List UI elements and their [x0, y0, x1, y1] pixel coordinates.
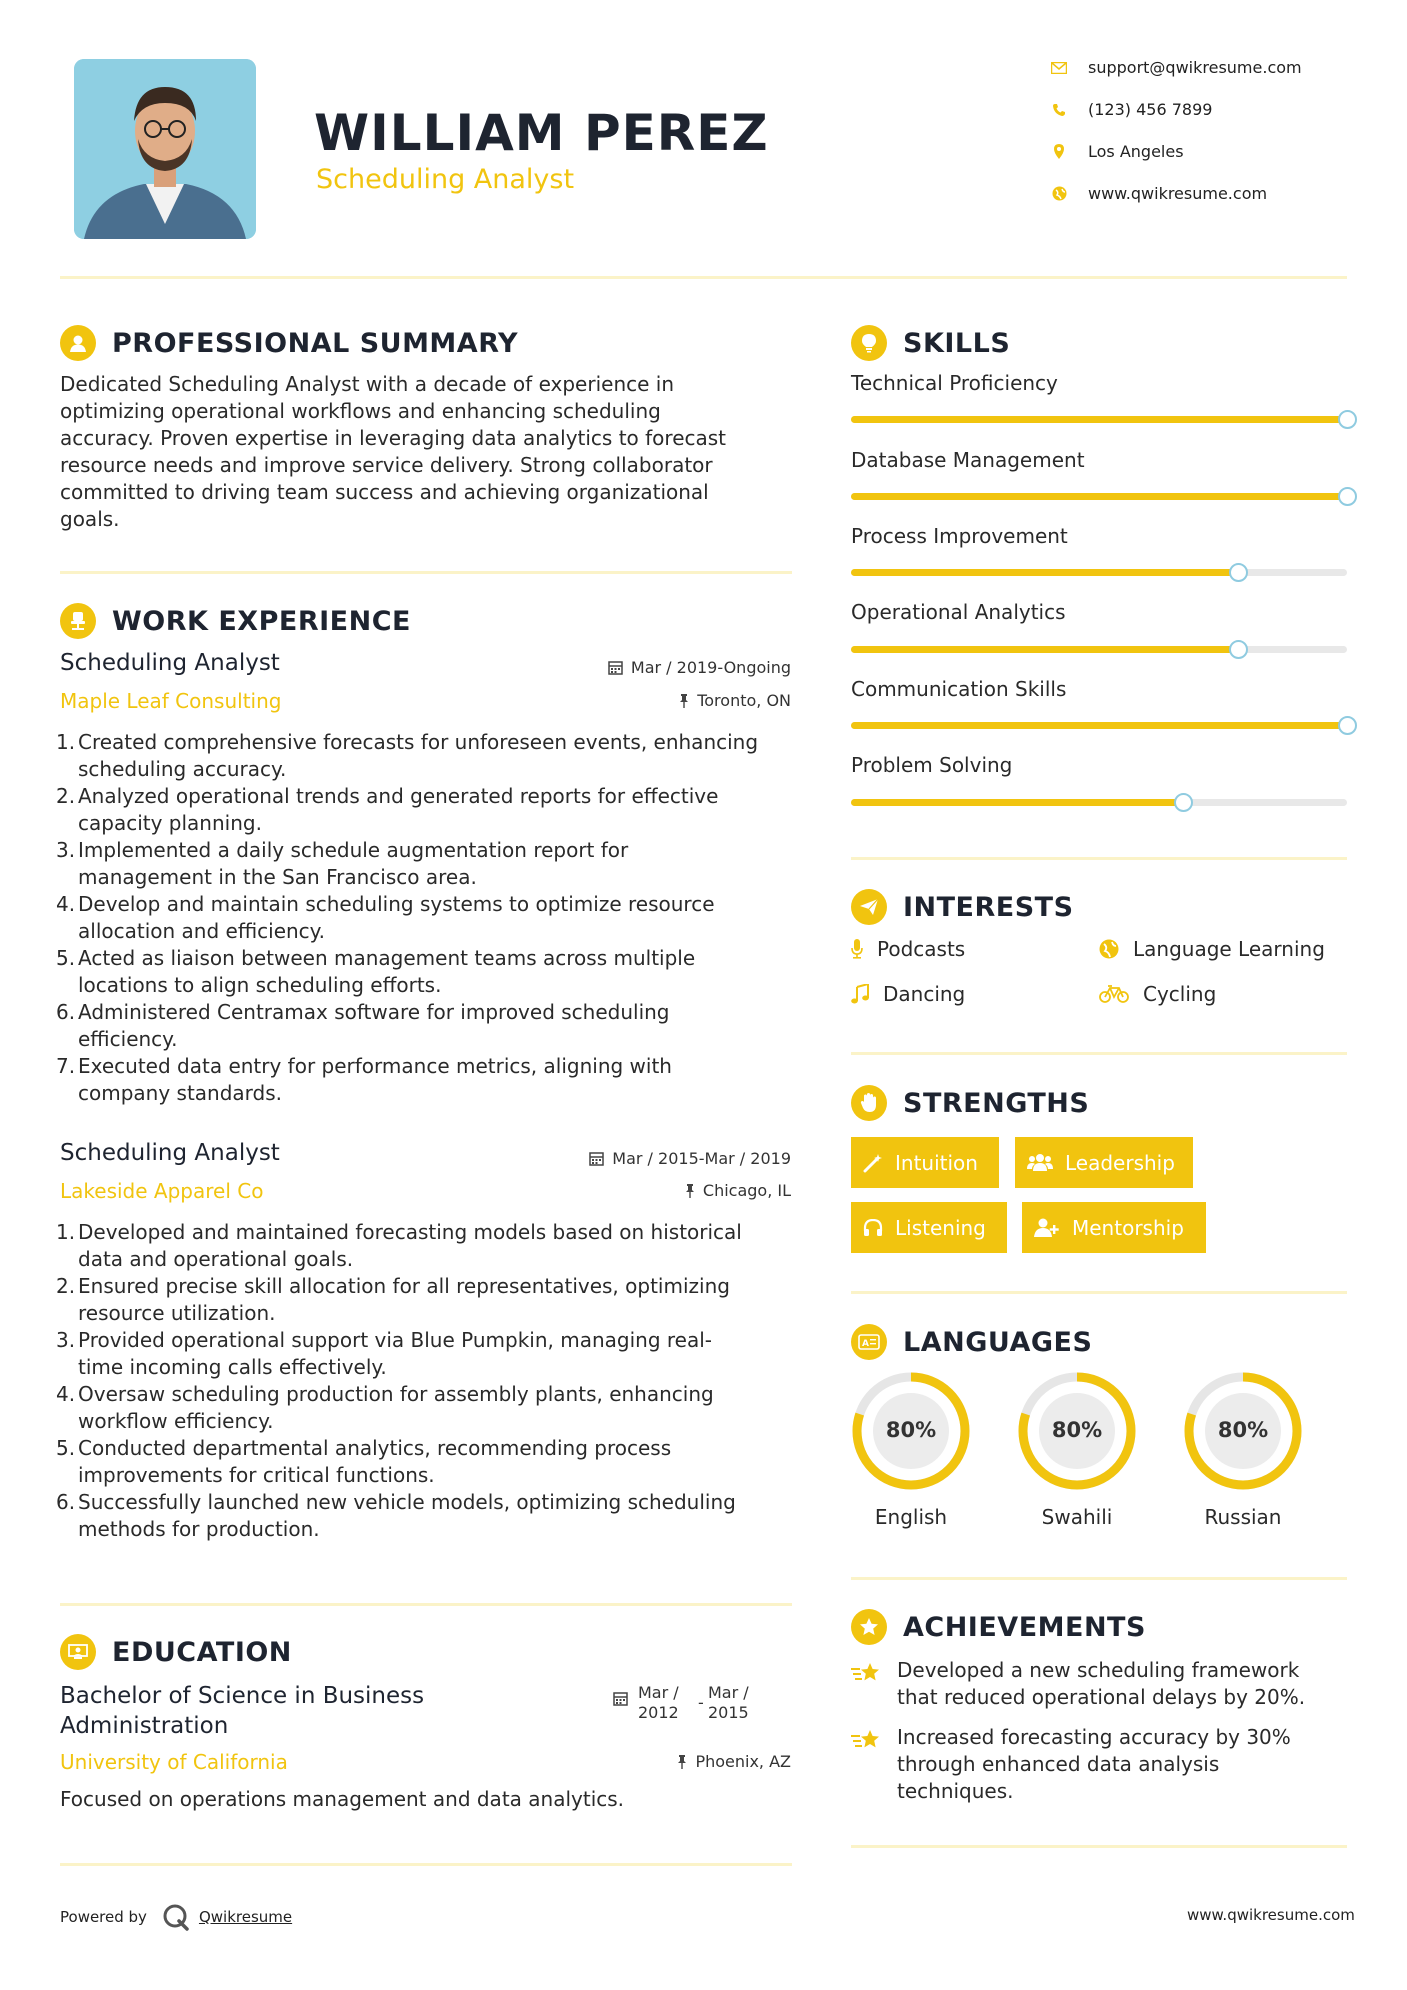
contact-email-text: support@qwikresume.com	[1088, 58, 1302, 77]
star-badge-icon	[851, 1609, 887, 1645]
interest-label: Podcasts	[877, 937, 966, 961]
languages-title: LANGUAGES	[903, 1326, 1093, 1358]
duty-line: scheduling accuracy.	[78, 757, 287, 781]
skill-bar	[851, 799, 1347, 806]
duty-line: allocation and efficiency.	[78, 919, 326, 943]
strength-label: Intuition	[895, 1150, 978, 1175]
interests-title: INTERESTS	[903, 891, 1074, 923]
interest-dancing	[851, 982, 965, 1006]
language-percent: 80%	[1051, 1418, 1103, 1442]
list-number: 1.	[56, 1220, 76, 1244]
job-1-company: Maple Leaf Consulting	[60, 689, 282, 713]
skill-bar	[851, 646, 1347, 653]
list-number: 1.	[56, 730, 76, 754]
language-name: Swahili	[1041, 1505, 1113, 1529]
list-item	[56, 783, 796, 837]
users-icon	[1027, 1153, 1053, 1173]
edu-date-separator: -	[698, 1693, 704, 1712]
duty-line: resource utilization.	[78, 1301, 276, 1325]
skill-name: Operational Analytics	[851, 600, 1066, 624]
list-number: 4.	[56, 892, 76, 916]
list-item	[56, 1273, 796, 1327]
job-2-dates-text: Mar / 2015-Mar / 2019	[612, 1149, 791, 1168]
music-note-icon	[851, 984, 869, 1004]
list-number: 3.	[56, 838, 76, 862]
duty-line: management in the San Francisco area.	[78, 865, 477, 889]
interest-label: Dancing	[883, 982, 966, 1006]
summary-line: accuracy. Proven expertise in leveraging data analytics to forecast	[60, 426, 727, 450]
job-2-location	[685, 1181, 791, 1200]
duty-line: Administered Centramax software for improved scheduling	[78, 1000, 670, 1024]
user-icon	[60, 325, 96, 361]
achievement-line: techniques.	[897, 1779, 1014, 1803]
skill-name: Process Improvement	[851, 524, 1068, 548]
achievements-heading	[851, 1609, 1146, 1645]
duty-line: Created comprehensive forecasts for unforeseen events, enhancing	[78, 730, 759, 754]
education-location	[677, 1752, 791, 1771]
languages-divider	[851, 1577, 1347, 1580]
list-item	[56, 1435, 796, 1489]
list-item	[56, 999, 796, 1053]
email-icon	[1050, 59, 1068, 77]
language-name: Russian	[1204, 1505, 1282, 1529]
strengths-title: STRENGTHS	[903, 1087, 1090, 1119]
edu-start-year: 2012	[638, 1703, 679, 1722]
skill-name: Technical Proficiency	[851, 371, 1058, 395]
interest-podcasts	[851, 937, 965, 961]
language-percent: 80%	[885, 1418, 937, 1442]
list-item	[56, 1219, 796, 1273]
magic-wand-icon	[863, 1153, 883, 1173]
education-title: EDUCATION	[112, 1636, 292, 1668]
skills-divider	[851, 857, 1347, 860]
contact-phone[interactable]	[1050, 100, 1212, 119]
job-1-title: Scheduling Analyst	[60, 650, 280, 676]
skill-bar-knob	[1338, 410, 1357, 429]
job-1-location	[679, 691, 791, 710]
location-pin-icon	[1050, 143, 1068, 161]
summary-line: optimizing operational workflows and enhancing scheduling	[60, 399, 661, 423]
footer-powered-by	[60, 1903, 292, 1931]
interest-language-learning	[1099, 937, 1325, 961]
degree-line: Bachelor of Science in Business	[60, 1683, 425, 1709]
achievement-line: Developed a new scheduling framework	[897, 1658, 1300, 1682]
person-portrait-icon	[74, 59, 256, 239]
skill-bar	[851, 493, 1347, 500]
job-2-dates	[589, 1149, 791, 1168]
bicycle-icon	[1099, 985, 1129, 1003]
list-number: 2.	[56, 1274, 76, 1298]
achievements-title: ACHIEVEMENTS	[903, 1611, 1146, 1643]
paper-plane-icon	[851, 889, 887, 925]
duty-line: time incoming calls effectively.	[78, 1355, 387, 1379]
phone-icon	[1050, 101, 1068, 119]
job-1-dates	[608, 658, 791, 677]
translate-icon	[851, 1324, 887, 1360]
summary-heading	[60, 325, 518, 361]
duty-line: Develop and maintain scheduling systems to optimize resource	[78, 892, 715, 916]
skill-bar-knob	[1229, 563, 1248, 582]
header-divider	[60, 276, 1347, 279]
skill-bar-fill	[851, 646, 1238, 653]
calendar-icon	[613, 1691, 628, 1706]
education-divider	[60, 1863, 792, 1866]
work-heading	[60, 603, 411, 639]
hand-icon	[851, 1085, 887, 1121]
skill-bar-knob	[1174, 793, 1193, 812]
job-2-title: Scheduling Analyst	[60, 1140, 280, 1166]
education-location-text: Phoenix, AZ	[695, 1752, 791, 1771]
lightbulb-icon	[851, 325, 887, 361]
languages-heading	[851, 1324, 1092, 1360]
work-divider	[60, 1603, 792, 1606]
language-percent: 80%	[1217, 1418, 1269, 1442]
interests-divider	[851, 1052, 1347, 1055]
skill-name: Problem Solving	[851, 753, 1013, 777]
achievements-divider	[851, 1845, 1347, 1848]
skill-bar	[851, 416, 1347, 423]
skill-name: Communication Skills	[851, 677, 1067, 701]
skill-name: Database Management	[851, 448, 1085, 472]
degree-line: Administration	[60, 1713, 229, 1739]
contact-website[interactable]	[1050, 184, 1267, 203]
duty-line: workflow efficiency.	[78, 1409, 274, 1433]
duty-line: capacity planning.	[78, 811, 262, 835]
summary-line: resource needs and improve service delivery. Strong collaborator	[60, 453, 713, 477]
list-number: 5.	[56, 946, 76, 970]
summary-line: Dedicated Scheduling Analyst with a decade of experience in	[60, 372, 675, 396]
contact-website-text: www.qwikresume.com	[1088, 184, 1268, 203]
list-number: 4.	[56, 1382, 76, 1406]
duty-line: Ensured precise skill allocation for all representatives, optimizing	[78, 1274, 730, 1298]
list-item	[56, 837, 796, 891]
calendar-icon	[589, 1151, 604, 1166]
duty-line: data and operational goals.	[78, 1247, 354, 1271]
education-description: Focused on operations management and data analytics.	[60, 1787, 625, 1811]
duty-line: company standards.	[78, 1081, 283, 1105]
shooting-star-icon	[851, 1657, 897, 1711]
language-name: English	[874, 1505, 948, 1529]
chair-icon	[60, 603, 96, 639]
skill-bar-knob	[1229, 640, 1248, 659]
summary-line: committed to driving team success and achieving organizational	[60, 480, 709, 504]
profile-photo	[74, 59, 256, 239]
list-item	[56, 729, 796, 783]
education-heading	[60, 1634, 292, 1670]
list-number: 3.	[56, 1328, 76, 1352]
calendar-icon	[608, 660, 623, 675]
strength-label: Leadership	[1065, 1150, 1175, 1175]
skill-bar-fill	[851, 722, 1347, 729]
globe-icon	[1099, 939, 1119, 959]
pushpin-icon	[685, 1184, 695, 1198]
skill-bar-knob	[1338, 716, 1357, 735]
skills-title: SKILLS	[903, 327, 1011, 359]
strength-label: Mentorship	[1072, 1215, 1184, 1240]
degree-name	[60, 1681, 560, 1741]
summary-divider	[60, 571, 792, 574]
footer-url[interactable]: www.qwikresume.com	[1187, 1906, 1355, 1924]
strength-label: Listening	[895, 1215, 986, 1240]
skill-bar	[851, 569, 1347, 576]
strengths-heading	[851, 1085, 1089, 1121]
list-item	[56, 1489, 796, 1543]
duty-line: Analyzed operational trends and generated reports for effective	[78, 784, 719, 808]
pushpin-icon	[679, 694, 689, 708]
list-item	[56, 1381, 796, 1435]
list-item	[56, 891, 796, 945]
pushpin-icon	[677, 1755, 687, 1769]
job-2-duties	[56, 1219, 796, 1543]
interests-heading	[851, 889, 1074, 925]
duty-line: improvements for critical functions.	[78, 1463, 435, 1487]
job-2-location-text: Chicago, IL	[702, 1181, 791, 1200]
contact-email[interactable]	[1050, 58, 1302, 77]
strength-tag-mentorship	[1022, 1202, 1206, 1253]
list-item	[56, 1327, 796, 1381]
graduation-icon	[60, 1634, 96, 1670]
interest-label: Cycling	[1143, 982, 1217, 1006]
achievement-line: through enhanced data analysis	[897, 1752, 1220, 1776]
skill-bar-fill	[851, 493, 1347, 500]
summary-line: goals.	[60, 507, 120, 531]
work-title: WORK EXPERIENCE	[112, 605, 411, 637]
list-number: 6.	[56, 1000, 76, 1024]
summary-text	[60, 371, 820, 533]
education-dates	[613, 1683, 749, 1723]
skill-bar-fill	[851, 416, 1347, 423]
summary-title: PROFESSIONAL SUMMARY	[112, 327, 519, 359]
strength-tag-leadership	[1015, 1137, 1193, 1188]
duty-line: Implemented a daily schedule augmentation report for	[78, 838, 629, 862]
achievement-item	[851, 1657, 1351, 1711]
microphone-icon	[851, 939, 863, 959]
globe-icon	[1050, 185, 1068, 203]
job-1-dates-text: Mar / 2019-Ongoing	[630, 658, 791, 677]
duty-line: Developed and maintained forecasting models based on historical	[78, 1220, 742, 1244]
list-number: 6.	[56, 1490, 76, 1514]
list-number: 2.	[56, 784, 76, 808]
candidate-title: Scheduling Analyst	[316, 164, 575, 195]
duty-line: Conducted departmental analytics, recommending process	[78, 1436, 672, 1460]
qwikresume-logo-icon	[161, 1903, 191, 1931]
list-number: 7.	[56, 1054, 76, 1078]
edu-start-month: Mar /	[638, 1683, 679, 1702]
skill-bar	[851, 722, 1347, 729]
skill-bar-knob	[1338, 487, 1357, 506]
skills-heading	[851, 325, 1010, 361]
strength-tag-intuition	[851, 1137, 999, 1188]
achievement-item	[851, 1724, 1351, 1805]
interest-label: Language Learning	[1133, 937, 1325, 961]
job-1-duties	[56, 729, 796, 1107]
achievement-line: that reduced operational delays by 20%.	[897, 1685, 1306, 1709]
job-1-location-text: Toronto, ON	[697, 691, 791, 710]
list-item	[56, 1053, 796, 1107]
strength-tag-listening	[851, 1202, 1007, 1253]
svg-text:A: A	[862, 1339, 869, 1349]
duty-line: Provided operational support via Blue Pumpkin, managing real-	[78, 1328, 712, 1352]
duty-line: locations to align scheduling efforts.	[78, 973, 442, 997]
contact-phone-text: (123) 456 7899	[1088, 100, 1213, 119]
duty-line: efficiency.	[78, 1027, 178, 1051]
interest-cycling	[1099, 982, 1216, 1006]
edu-end-year: 2015	[708, 1703, 749, 1722]
duty-line: Oversaw scheduling production for assembly plants, enhancing	[78, 1382, 714, 1406]
brand-link[interactable]: Qwikresume	[198, 1908, 293, 1926]
job-2-company: Lakeside Apparel Co	[60, 1179, 264, 1203]
skill-bar-fill	[851, 799, 1183, 806]
school-name: University of California	[60, 1750, 288, 1774]
duty-line: Acted as liaison between management teams across multiple	[78, 946, 696, 970]
skill-bar-fill	[851, 569, 1238, 576]
contact-location	[1050, 142, 1184, 161]
strengths-divider	[851, 1291, 1347, 1294]
powered-by-text: Powered by	[60, 1908, 147, 1926]
shooting-star-icon	[851, 1724, 897, 1805]
achievement-line: Increased forecasting accuracy by 30%	[897, 1725, 1291, 1749]
duty-line: methods for production.	[78, 1517, 320, 1541]
contact-location-text: Los Angeles	[1088, 142, 1184, 161]
duty-line: Executed data entry for performance metrics, aligning with	[78, 1054, 672, 1078]
user-plus-icon	[1034, 1218, 1060, 1238]
list-number: 5.	[56, 1436, 76, 1460]
edu-end-month: Mar /	[708, 1683, 749, 1702]
duty-line: Successfully launched new vehicle models, optimizing scheduling	[78, 1490, 736, 1514]
list-item	[56, 945, 796, 999]
candidate-name: WILLIAM PEREZ	[314, 104, 769, 162]
headphones-icon	[863, 1219, 883, 1237]
